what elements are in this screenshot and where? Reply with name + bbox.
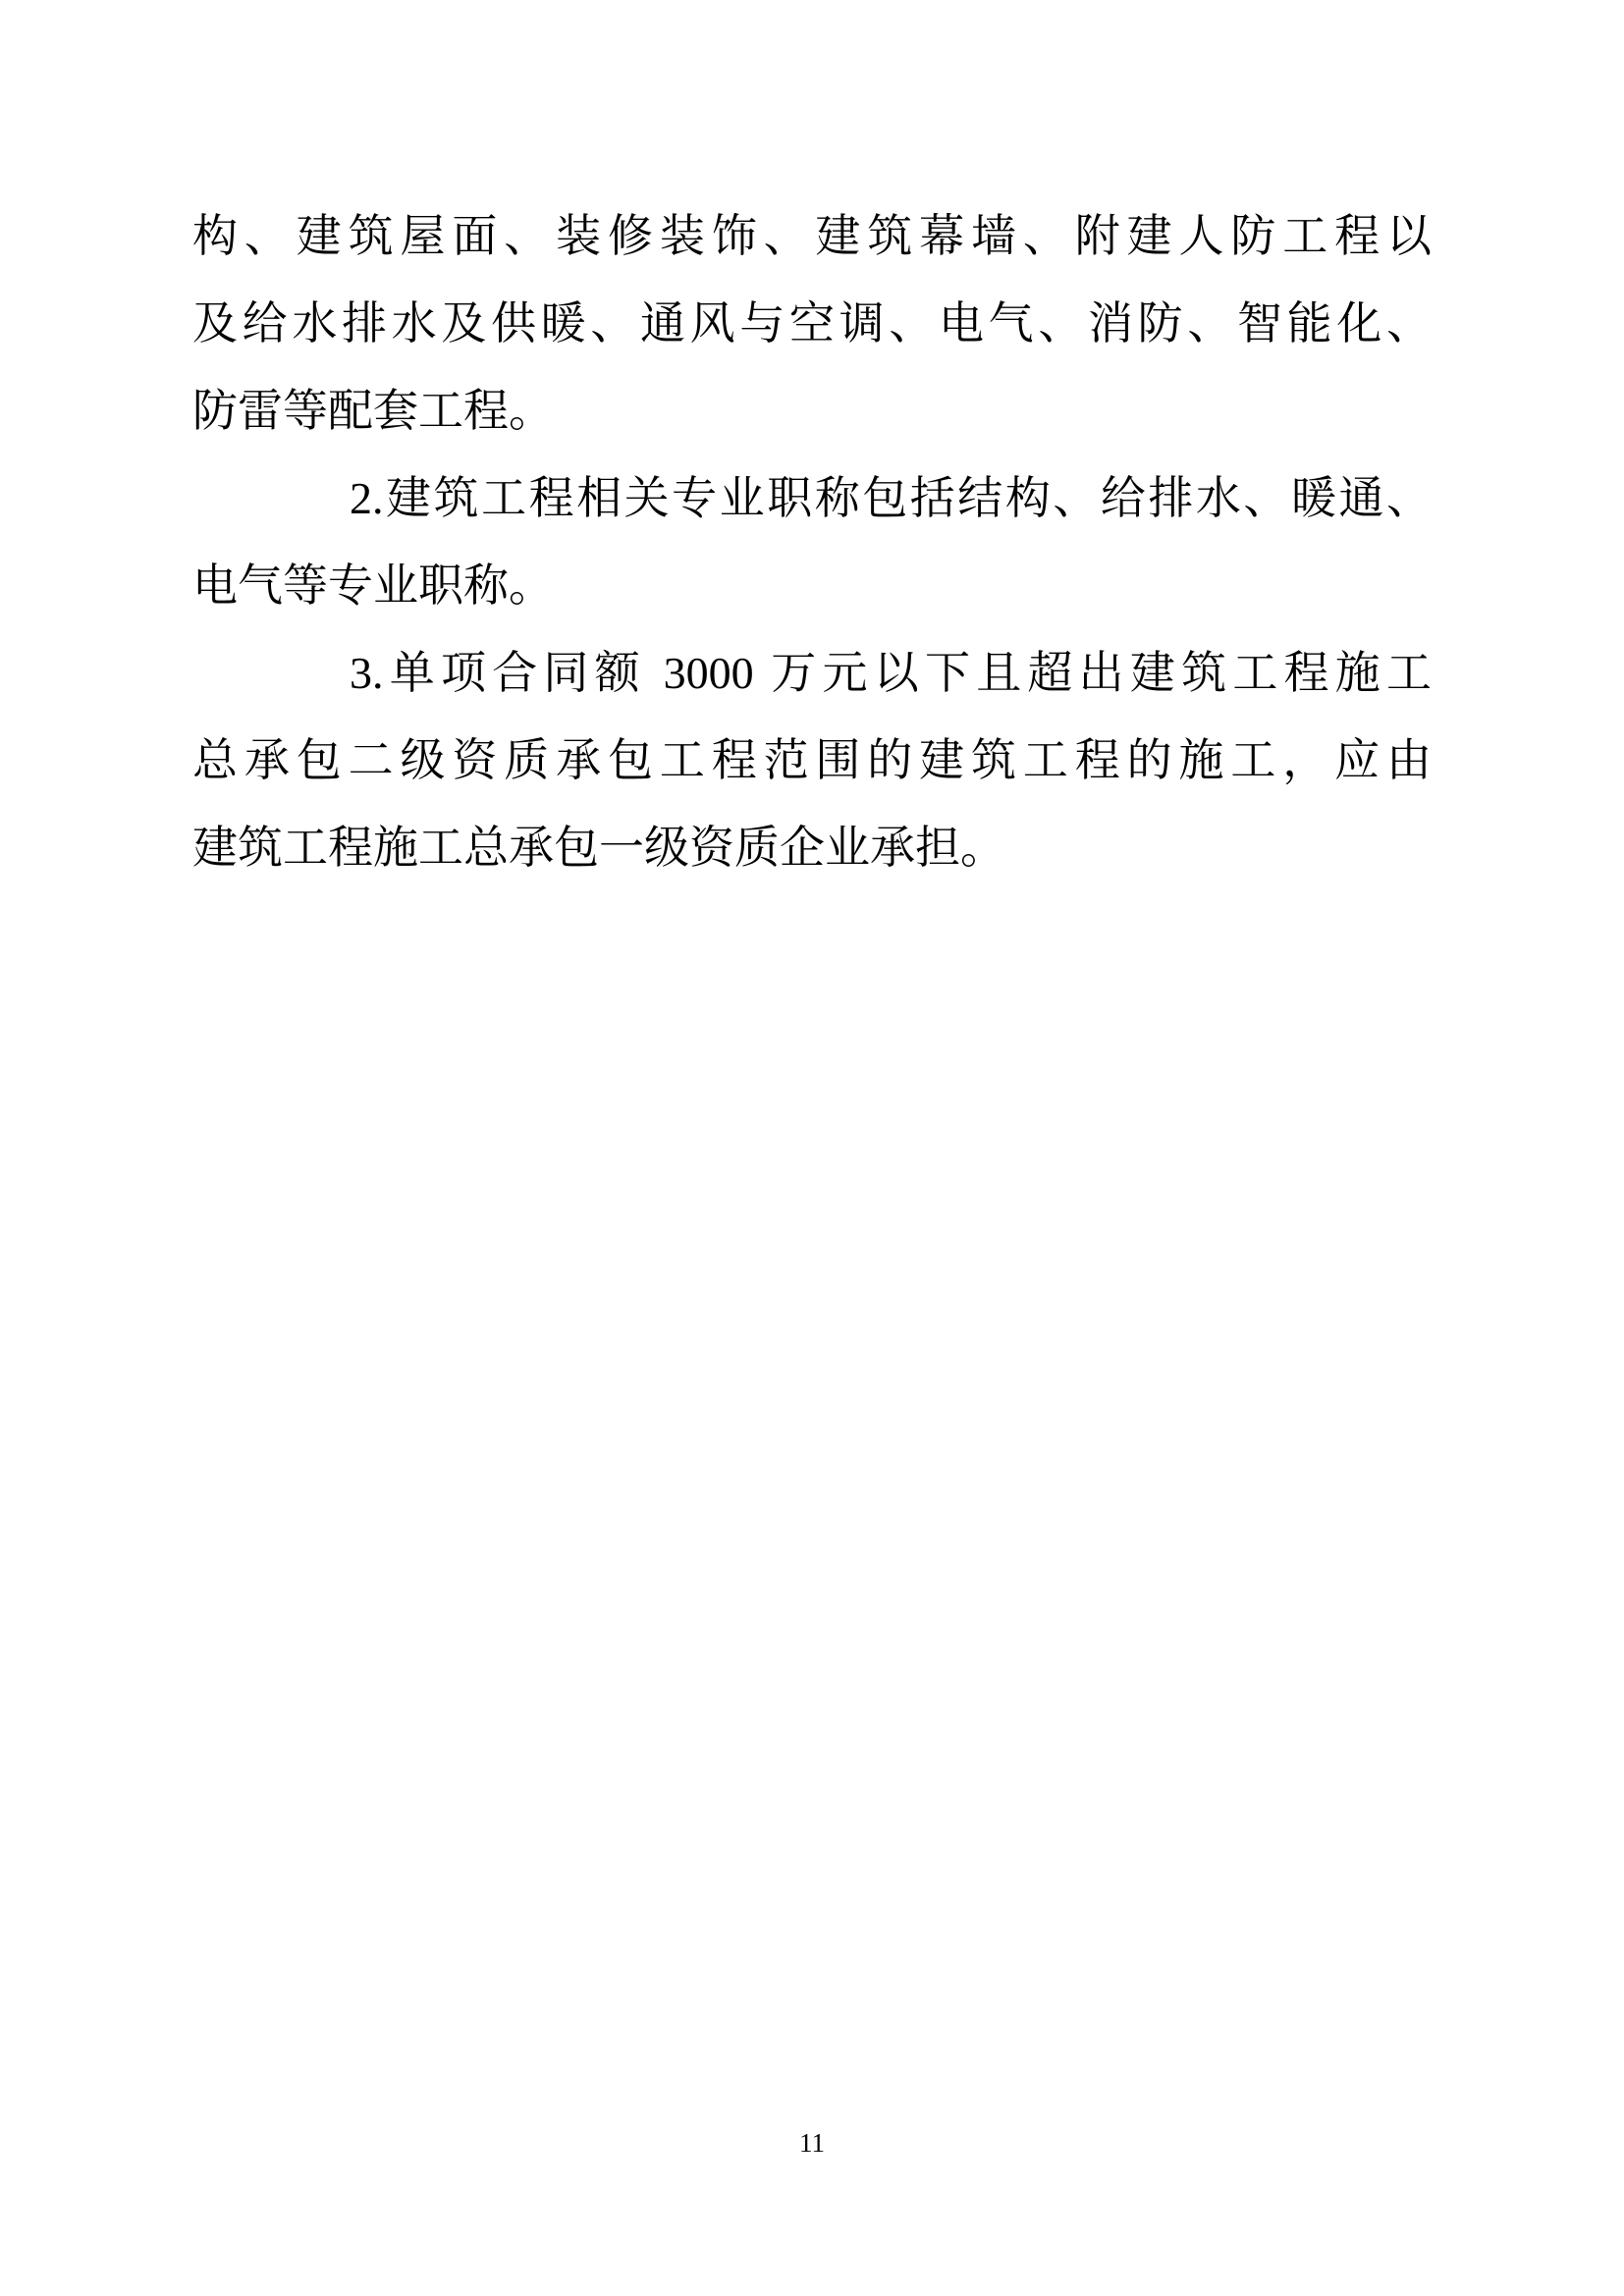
paragraph (192, 629, 1432, 891)
paragraph-line: 防雷等配套工程。 (192, 386, 554, 436)
paragraph (192, 192, 1432, 454)
paragraph-line: 3.单项合同额 3000 万元以下且超出建筑工程施工 (350, 648, 1432, 698)
paragraph-line: 总承包二级资质承包工程范围的建筑工程的施工，应由 (192, 735, 1432, 785)
paragraph (192, 454, 1432, 629)
paragraph-line: 及给水排水及供暖、通风与空调、电气、消防、智能化、 (192, 298, 1432, 348)
body-text (192, 192, 1432, 891)
paragraph-line: 构、建筑屋面、装修装饰、建筑幕墙、附建人防工程以 (192, 211, 1432, 261)
paragraph-line: 电气等专业职称。 (192, 561, 554, 611)
paragraph-line: 2.建筑工程相关专业职称包括结构、给排水、暖通、 (350, 473, 1432, 523)
page-number: 11 (799, 2128, 825, 2158)
paragraph-line: 建筑工程施工总承包一级资质企业承担。 (192, 823, 1005, 873)
